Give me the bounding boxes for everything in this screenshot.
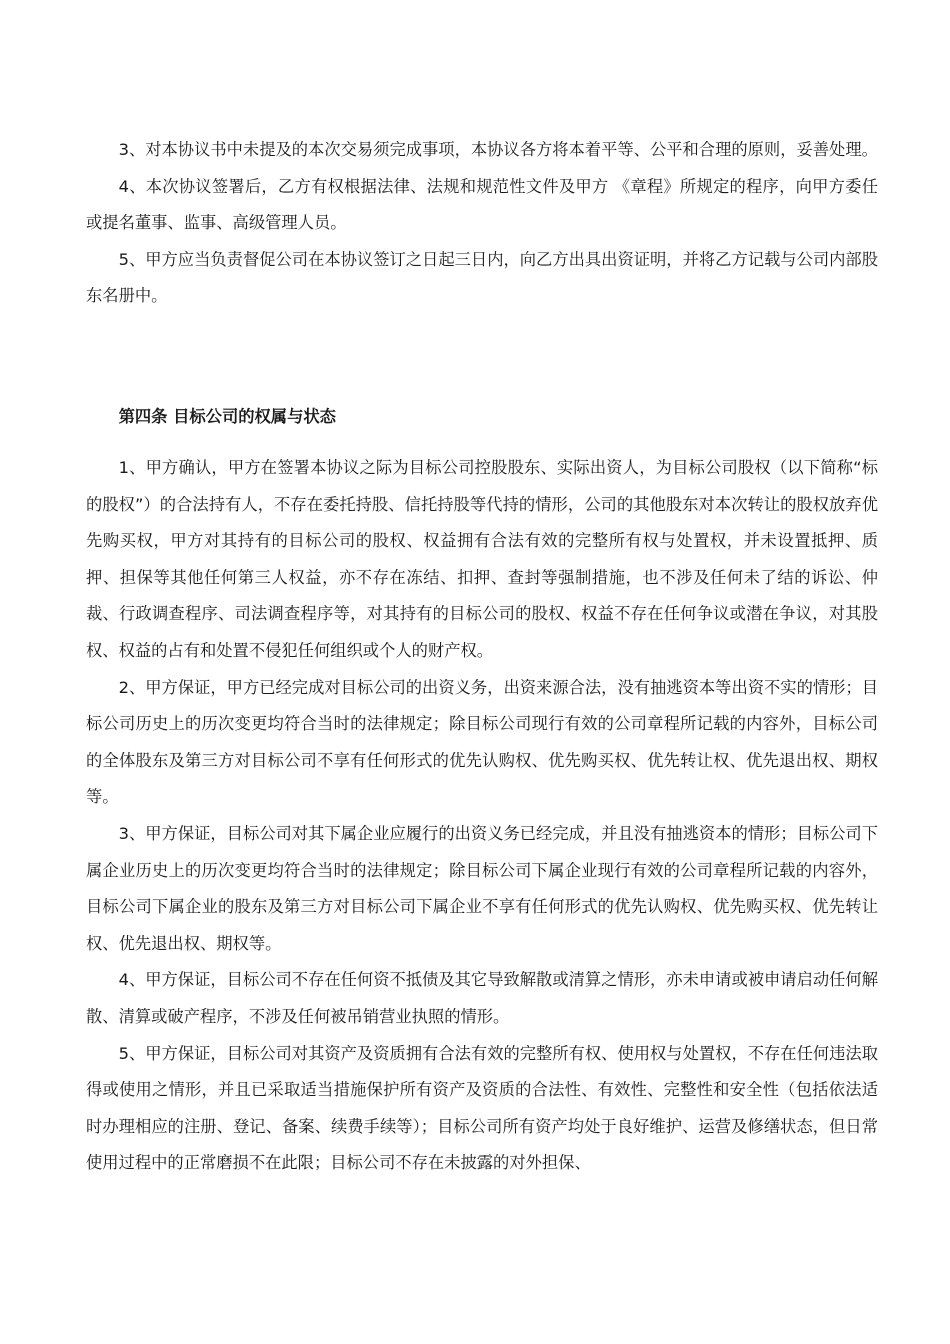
section-4-clause-4: 4、甲方保证，目标公司不存在任何资不抵债及其它导致解散或清算之情形，亦未申请或被申请启动任何解散、清算或破产程序，不涉及任何被吊销营业执照的情形。	[86, 970, 878, 1026]
section-4-clauses	[86, 450, 878, 1182]
clause-3-paragraph: 3、对本协议书中未提及的本次交易须完成事项，本协议各方将本着平等、公平和合理的原则，妥善处理。	[118, 140, 878, 159]
clause-5-paragraph: 5、甲方应当负责督促公司在本协议签订之日起三日内，向乙方出具出资证明，并将乙方记载与公司内部股东名册中。	[86, 249, 878, 306]
section-heading: 第四条 目标公司的权属与状态	[118, 407, 336, 426]
section-4-clause-2: 2、甲方保证，甲方已经完成对目标公司的出资义务，出资来源合法，没有抽逃资本等出资不实的情形；目标公司历史上的历次变更均符合当时的法律规定；除目标公司现行有效的公司章程所记载的内容外，目标公司的全体股东及第三方对目标公司不享有任何形式的优先认购权、优先购买权、优先转让权、优先退出权、期权等。	[86, 677, 878, 807]
section-4-clause-3: 3、甲方保证，目标公司对其下属企业应履行的出资义务已经完成，并且没有抽逃资本的情形；目标公司下属企业历史上的历次变更均符合当时的法律规定；除目标公司下属企业现行有效的公司章程所记载的内容外，目标公司下属企业的股东及第三方对目标公司下属企业不享有任何形式的优先认购权、优先购买权、优先转让权、优先退出权、期权等。	[86, 823, 878, 953]
section-4-clause-1: 1、甲方确认，甲方在签署本协议之际为目标公司控股股东、实际出资人，为目标公司股权（以下简称“标的股权”）的合法持有人，不存在委托持股、信托持股等代持的情形，公司的其他股东对本次转让的股权放弃优先购买权，甲方对其持有的目标公司的股权、权益拥有合法有效的完整所有权与处置权，并未设置抵押、质押、担保等其他任何第三人权益，亦不存在冻结、扣押、查封等强制措施，也不涉及任何未了结的诉讼、仲裁、行政调查程序、司法调查程序等，对其持有的目标公司的股权、权益不存在任何争议或潜在争议，对其股权、权益的占有和处置不侵犯任何组织或个人的财产权。	[86, 458, 878, 660]
clause-4-paragraph: 4、本次协议签署后，乙方有权根据法律、法规和规范性文件及甲方 《章程》所规定的程序，向甲方委任或提名董事、监事、高级管理人员。	[86, 176, 878, 233]
section-4-clause-5: 5、甲方保证，目标公司对其资产及资质拥有合法有效的完整所有权、使用权与处置权，不存在任何违法取得或使用之情形，并且已采取适当措施保护所有资产及资质的合法性、有效性、完整性和安全性（包括依法适时办理相应的注册、登记、备案、续费手续等）；目标公司所有资产均处于良好维护、运营及修缮状态，但日常使用过程中的正常磨损不在此限；目标公司不存在未披露的对外担保、	[86, 1043, 878, 1173]
clauses-continued	[86, 132, 878, 315]
